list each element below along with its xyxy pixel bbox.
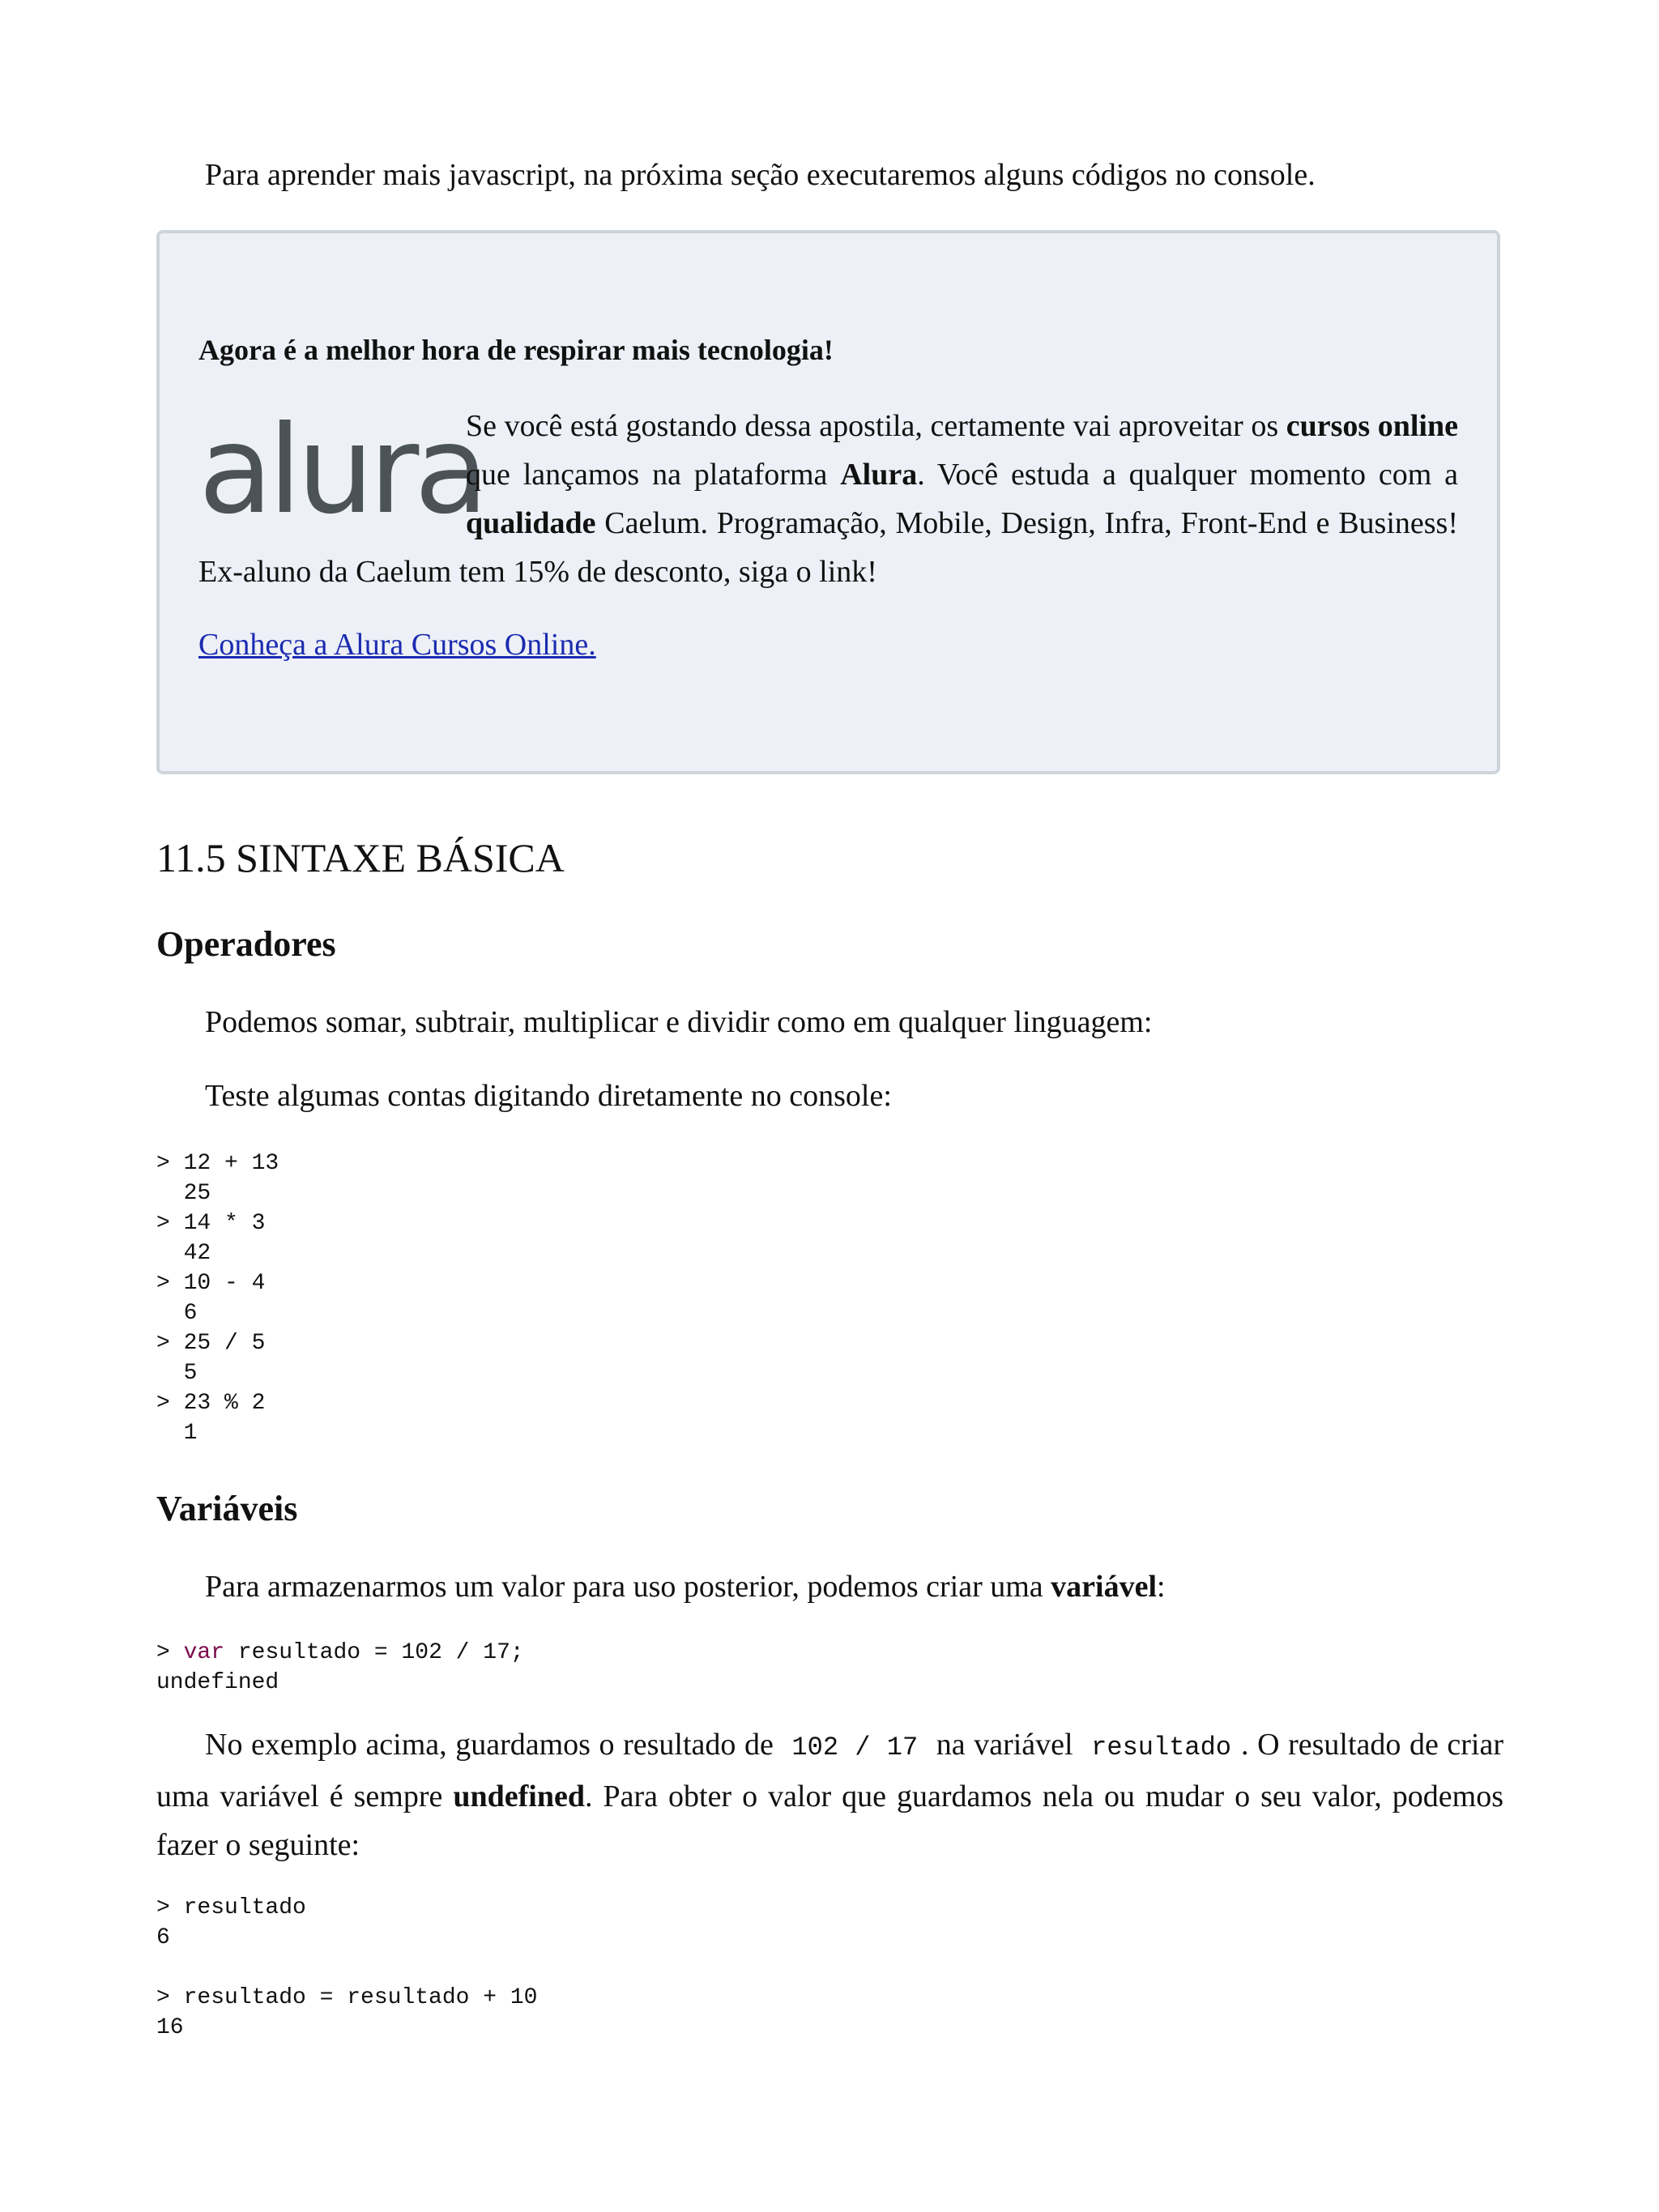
- code-line: > resultado: [156, 1895, 306, 1920]
- code-line: 42: [156, 1241, 211, 1266]
- operators-heading: Operadores: [156, 924, 336, 964]
- promo-body: [198, 402, 1458, 596]
- variables-p2-b: na variável: [928, 1728, 1082, 1762]
- code-line: > 25 / 5: [156, 1331, 266, 1356]
- code-line: > 23 % 2: [156, 1391, 266, 1416]
- inline-code-variable: resultado: [1091, 1733, 1231, 1762]
- code-line: > 12 + 13: [156, 1151, 279, 1176]
- operators-paragraph-2: Teste algumas contas digitando diretamente no console:: [205, 1079, 892, 1113]
- code-prompt: >: [156, 1640, 184, 1665]
- code-line: 16: [156, 2015, 184, 2040]
- variables-p2-a: No exemplo acima, guardamos o resultado de: [205, 1728, 783, 1762]
- section-title: 11.5 SINTAXE BÁSICA: [156, 835, 565, 880]
- variables-p2-bold: undefined: [453, 1779, 585, 1813]
- alura-logo: [198, 400, 484, 541]
- variables-p1-text: Para armazenarmos um valor para uso posterior, podemos criar uma: [205, 1570, 1051, 1604]
- code-line: > 10 - 4: [156, 1271, 266, 1296]
- code-line: undefined: [156, 1670, 279, 1695]
- variables-code-block-1: [156, 1638, 524, 1698]
- promo-text-1: Se você está gostando dessa apostila, certamente vai aproveitar os: [466, 409, 1286, 443]
- code-line: > resultado = resultado + 10: [156, 1985, 538, 2010]
- promo-bold-qualidade: qualidade: [466, 506, 596, 540]
- promo-text-4: Caelum. Programação, Mobile, Design, Infra, Front-End e Business! Ex-aluno da Caelum tem 15% de desconto, siga o link!: [198, 506, 1458, 589]
- variables-paragraph-2: [156, 1720, 1503, 1869]
- variables-p2-d: . Para obter o valor que guardamos nela ou mudar o seu valor, podemos fazer o seguinte:: [156, 1779, 1503, 1862]
- variables-p2-c: . O resultado de criar uma variável é sempre: [156, 1728, 1503, 1813]
- variables-paragraph-1: [156, 1562, 1503, 1611]
- alura-logo-text: alura: [198, 400, 484, 541]
- inline-code-expression: 102 / 17: [791, 1733, 919, 1762]
- alura-promo-box: [156, 230, 1500, 774]
- alura-courses-link[interactable]: Conheça a Alura Cursos Online.: [198, 628, 596, 662]
- code-rest: resultado = 102 / 17;: [224, 1640, 524, 1665]
- code-line: 5: [156, 1361, 198, 1386]
- promo-text-3: . Você estuda a qualquer momento com a: [917, 458, 1458, 492]
- promo-title: Agora é a melhor hora de respirar mais tecnologia!: [198, 334, 834, 366]
- promo-bold-alura: Alura: [840, 458, 918, 492]
- intro-paragraph: Para aprender mais javascript, na próxima seção executaremos alguns códigos no console.: [205, 158, 1316, 192]
- promo-text-2: que lançamos na plataforma: [466, 458, 841, 492]
- variables-p1-end: :: [1157, 1570, 1166, 1604]
- code-line: 6: [156, 1925, 170, 1950]
- code-line: > 14 * 3: [156, 1211, 266, 1236]
- variables-p1-bold: variável: [1051, 1570, 1158, 1604]
- code-keyword: var: [183, 1640, 225, 1665]
- operators-paragraph-1: Podemos somar, subtrair, multiplicar e dividir como em qualquer linguagem:: [205, 1005, 1153, 1039]
- code-line: 25: [156, 1181, 211, 1206]
- variables-heading: Variáveis: [156, 1489, 298, 1528]
- operators-code-block: [156, 1149, 279, 1448]
- variables-code-block-2: [156, 1893, 537, 2043]
- code-line: 6: [156, 1301, 198, 1326]
- code-line: 1: [156, 1421, 198, 1446]
- promo-bold-cursos: cursos online: [1286, 409, 1458, 443]
